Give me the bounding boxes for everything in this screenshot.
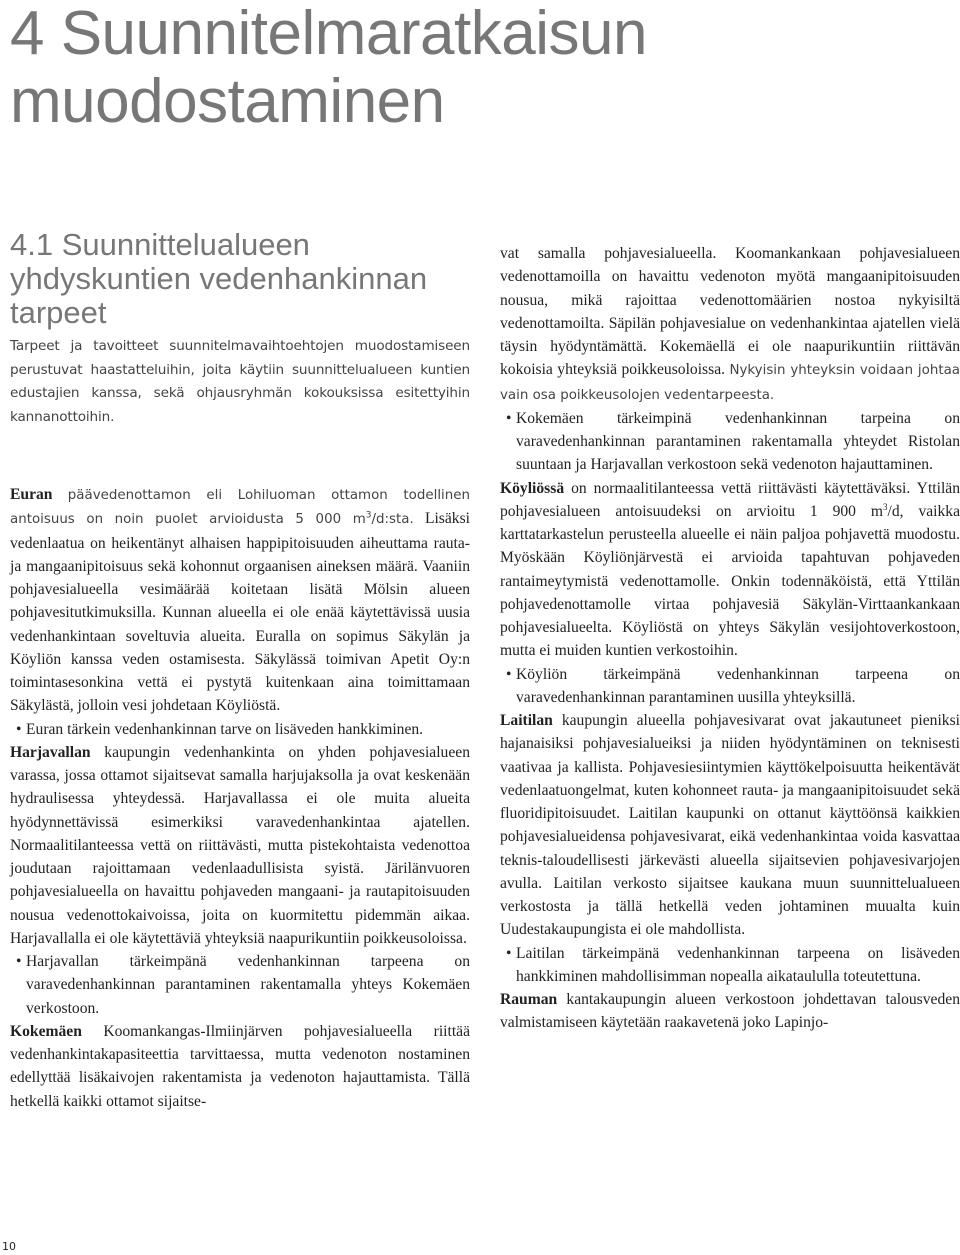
bullet-text: Kokemäen tärkeimpinä vedenhankinnan tarpeina on varavedenhankinnan parantaminen rakentamalla yhteydet Ristolan suuntaan ja Harjavallan verkostoon sekä vedenoton hajauttaminen. [516, 409, 960, 474]
page-number: 10 [2, 1240, 16, 1253]
bullet-icon: • [506, 944, 512, 962]
kokemaki-paragraph [10, 1020, 470, 1113]
bullet-icon: • [16, 720, 22, 738]
bullet-text: Harjavallan tärkeimpänä vedenhankinnan tarpeena on varavedenhankinnan parantaminen rakentamalla yhteys Kokemäen verkostoon. [26, 953, 470, 1017]
harjavalta-lead: Harjavallan [10, 743, 91, 761]
bullet-text: Euran tärkein vedenhankinnan tarve on lisäveden hankkiminen. [26, 720, 424, 738]
harjavalta-text: kaupungin vedenhankinta on yhden pohjavesialueen varassa, jossa ottamot sijaitsevat samalla harjujaksolla ja ovat keskenään hydraulisessa yhteydessä. Harjavallassa ei ole muita alueita hyödynnettävissä esimerkiksi varavedenhankintaa ajatellen. Normaalitilanteessa vettä on riittävästi, mutta pistekohtaista vedenottoa joudutaan rajoittamaan vedenlaadullisista syistä. Järilänvuoren pohjavesialueella on havaittu pohjaveden mangaani- ja rautapitoisuuden nousua vedenottokaivoissa, joita on kuormitettu pidemmän aikaa. Harjavallalla ei ole käytettäviä yhteyksiä naapurikuntiin poikkeusoloissa. [10, 743, 470, 947]
koylio-bullet [500, 663, 960, 710]
euran-sans-end: /d:sta. [371, 512, 414, 528]
left-column [10, 483, 470, 1113]
kokemaki-cont-text: vat samalla pohjavesialueella. Koomankankaan pohjavesialueen vedenottamoilla on havaittu vedenoton myötä mangaanipitoisuuden nousua, mikä rajoittaa vedenottomäärien nostoa nykyisiltä vedenottamoilta. Säpilän pohjavesialue on vedenhankintaa ajatellen vielä täysin hyödyntämättä. Kokemäellä ei ole naapurikuntiin riittävän kokoisia yhteyksiä poikkeusoloissa. [500, 245, 960, 379]
rauma-lead: Rauman [500, 991, 558, 1008]
section-title: 4.1 Suunnittelualueen yhdyskuntien vedenhankinnan tarpeet [10, 227, 428, 330]
bullet-icon: • [506, 665, 512, 683]
kokemaki-sans-text: Nykyisin yhteyksin voidaan johtaa vain osa poikkeusolojen vedentarpeesta. [500, 363, 960, 403]
koylio-text-b: /d, vaikka karttatarkastelun perusteella alueelle ei näin paljoa pohjavettä muodostu. Myöskään Köyliönjärvestä ei arvioida tapahtuvan pohjaveden rantaimeytymistä vedenottamolle. Onkin todennäköistä, että Yttilän pohjavedenottamolle virtaa pohjavesiä Säkylän-Virttaankankaan pohjavesialueelta. Köyliöstä on yhteys Säkylän vesijohtoverkostoon, mutta ei muiden kuntien verkostoihin. [500, 502, 960, 660]
koylio-lead: Köyliössä [500, 479, 565, 497]
kokemaki-text: Koomankangas-Ilmiinjärven pohjavesialueella riittää vedenhankintakapasiteettia tarvittaessa, mutta vedenoton nostaminen edellyttää lisäkaivojen rakentamista ja vedenoton hajauttamista. Tällä hetkellä kaikki ottamot sijaitse- [10, 1022, 470, 1110]
superscript: 3 [883, 501, 888, 512]
kokemaki-lead: Kokemäen [10, 1022, 82, 1040]
rauma-paragraph [500, 988, 960, 1035]
euran-sans-part: päävedenottamon eli Lohiluoman ottamon todellinen antoisuus on noin puolet arvioidusta 5 000 m [10, 488, 470, 528]
kokemaki-bullet [500, 407, 960, 477]
laitila-text: kaupungin alueella pohjavesivarat ovat jakautuneet pieniksi hajanaisiksi pohjavesialueiksi ja niiden hyödyntäminen on teknisesti vaativaa ja kallista. Pohjavesiesiintymien käyttökelpoisuutta heikentävät vedenlaatuongelmat, kuten kohonneet rauta- ja mangaanipitoisuudet sekä fluoridipitoisuudet. Laitilan kaupunki on ottanut käyttöönsä kaikkien pohjavesialueidensa pohjavesivarat, eikä vedenhankintaa voida kasvattaa teknis-taloudellisesti järkevästi alueella sijaitsevien pohjavesivarjojen avulla. Laitilan verkosto sijaitsee kaukana muun suunnittelualueen verkostosta ja tällä hetkellä veden johtaminen muualta kuin Uudestakaupungista ei ole mahdollista. [500, 712, 960, 939]
euran-rest: Lisäksi vedenlaatua on heikentänyt alhaisen happipitoisuuden aiheuttama rauta- ja mangaanipitoisuus sekä kohonnut orgaanisen aineksen määrä. Vaaniin pohjavesialueella vesimäärää koitetaan lisätä Mölsin alueen pohjavesitutkimuksilla. Kunnan alueella ei ole enää käytettävissä uusia vedenhankintaan soveltuvia alueita. Euralla on sopimus Säkylän ja Köyliön kanssa veden ostamisesta. Säkylässä toimivan Apetit Oy:n toimintasesonkina vettä ei pystytä kuitenkaan aina toimittamaan Säkylästä, jolloin vesi johdetaan Köyliöstä. [10, 510, 470, 715]
right-column [500, 242, 960, 1035]
laitila-lead: Laitilan [500, 712, 553, 729]
bullet-text: Laitilan tärkeimpänä vedenhankinnan tarpeena on lisäveden hankkiminen mahdollisimman nopealla aikataululla toteutettuna. [516, 944, 960, 985]
euran-paragraph [10, 483, 470, 718]
rauma-text: kantakaupungin alueen verkostoon johdettavan talousveden valmistamiseen käytetään raakavetenä joko Lapinjo- [500, 991, 960, 1032]
superscript: 3 [365, 510, 372, 521]
chapter-title: 4 Suunnitelmaratkaisun muodostaminen [10, 0, 647, 136]
bullet-text: Köyliön tärkeimpänä vedenhankinnan tarpeena on varavedenhankinnan parantaminen uusilla yhteyksillä. [516, 665, 960, 706]
bullet-icon: • [506, 409, 512, 427]
koylio-text-a: on normaalitilanteessa vettä riittävästi käytettäväksi. Yttilän pohjavesialueen antoisuudeksi on arvioitu 1 900 m [500, 479, 960, 520]
euran-lead: Euran [10, 486, 53, 503]
bullet-icon: • [16, 953, 22, 970]
koylio-paragraph [500, 477, 960, 663]
euran-bullet [10, 718, 470, 741]
intro-paragraph: Tarpeet ja tavoitteet suunnitelmavaihtoehtojen muodostamiseen perustuvat haastatteluihin, joita käytiin suunnittelualueen kuntien edustajien kanssa, sekä ohjausryhmän kokouksissa esitettyihin kannanottoihin. [10, 338, 470, 425]
kokemaki-continued [500, 242, 960, 407]
harjavalta-paragraph [10, 741, 470, 950]
laitila-bullet [500, 942, 960, 989]
harjavalta-bullet [10, 950, 470, 1020]
laitila-paragraph [500, 709, 960, 942]
euran-sans-text [10, 488, 470, 527]
